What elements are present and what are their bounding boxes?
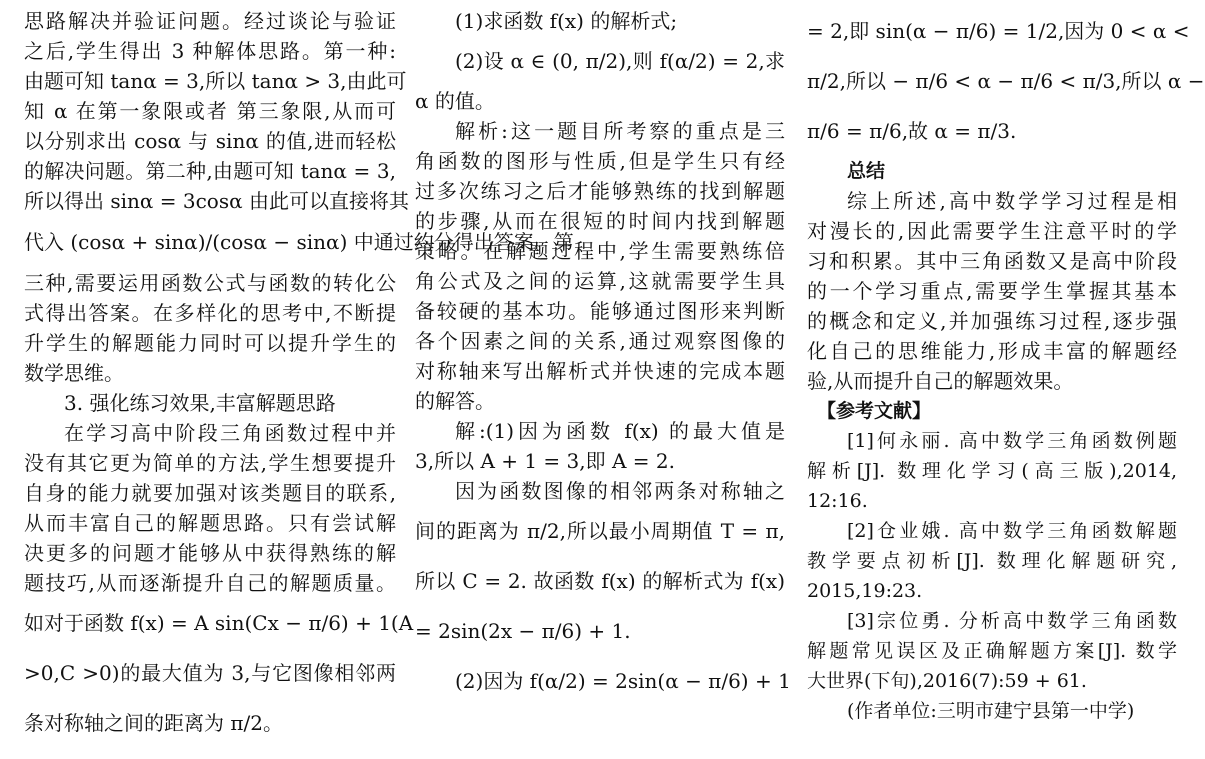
reference-line: 解题常见误区及正确解题方案[J]. 数学: [807, 640, 1177, 662]
column-2: [415, 6, 791, 706]
text-line: 数学思维。: [24, 361, 124, 385]
reference-line: 2015,19:23.: [807, 580, 923, 602]
text-line: 对漫长的,因此需要学生注意平时的学: [807, 219, 1177, 243]
text-line: 以分别求出 cosα 与 sinα 的值,进而轻松: [24, 129, 396, 153]
reference-line: [3]宗位勇. 分析高中数学三角函数: [847, 610, 1177, 632]
text-line: 解析:这一题目所考察的重点是三: [455, 119, 785, 143]
text-line: 的一个学习重点,需要学生掌握其基本: [807, 279, 1177, 303]
text-line: 题技巧,从而逐渐提升自己的解题质量。: [24, 571, 396, 595]
question-part-2: (2)设 α ∈ (0, π/2),则 f(α/2) = 2,求: [455, 49, 785, 73]
text-line: 之后,学生得出 3 种解体思路。第一种:: [24, 39, 396, 63]
text-line: 化自己的思维能力,形成丰富的解题经: [807, 339, 1177, 363]
reference-line: [2]仓业娥. 高中数学三角函数解题: [847, 520, 1177, 542]
text-line: 策略。在解题过程中,学生需要熟练倍: [415, 239, 785, 263]
question-part-1: (1)求函数 f(x) 的解析式;: [455, 9, 678, 33]
text-line: π/2,所以 − π/6 < α − π/6 < π/3,所以 α −: [807, 69, 1205, 93]
text-line: 如对于函数 f(x) = A sin(Cx − π/6) + 1(A: [24, 611, 414, 635]
text-line: 代入 (cosα + sinα)/(cosα − sinα) 中通过约分得出答案。第: [24, 230, 574, 254]
reference-line: 解析[J]. 数理化学习(高三版),2014,: [807, 460, 1177, 482]
text-line: 解:(1)因为函数 f(x) 的最大值是: [455, 419, 785, 443]
reference-line: 教学要点初析[J]. 数理化解题研究,: [807, 550, 1177, 572]
column-3: [807, 6, 1205, 726]
text-line: 习和积累。其中三角函数又是高中阶段: [807, 249, 1177, 273]
text-line: 所以得出 sinα = 3cosα 由此可以直接将其: [24, 189, 409, 213]
text-line: 的步骤,从而在很短的时间内找到解题: [415, 209, 785, 233]
text-line: 因为函数图像的相邻两条对称轴之: [455, 479, 785, 503]
text-line: 由题可知 tanα = 3,所以 tanα > 3,由此可: [24, 69, 407, 93]
section-heading-summary: 总结: [847, 160, 886, 182]
text-line: 过多次练习之后才能够熟练的找到解题: [415, 179, 785, 203]
text-line: 没有其它更为简单的方法,学生想要提升: [24, 451, 396, 475]
reference-line: 12:16.: [807, 490, 868, 512]
text-line: >0,C >0)的最大值为 3,与它图像相邻两: [24, 661, 396, 685]
text-line: π/6 = π/6,故 α = π/3.: [807, 119, 1017, 143]
text-line: 备较硬的基本功。能够通过图形来判断: [415, 299, 785, 323]
text-line: 角公式及之间的运算,这就需要学生具: [415, 269, 785, 293]
text-line: 综上所述,高中数学学习过程是相: [847, 189, 1177, 213]
reference-line: [1]何永丽. 高中数学三角函数例题: [847, 430, 1177, 452]
text-line: α 的值。: [415, 89, 495, 113]
text-line: 的解答。: [415, 389, 495, 413]
references-heading: 【参考文献】: [817, 400, 932, 422]
section-heading: 3. 强化练习效果,丰富解题思路: [64, 391, 336, 415]
text-line: 三种,需要运用函数公式与函数的转化公: [24, 271, 396, 295]
text-line: 角函数的图形与性质,但是学生只有经: [415, 149, 785, 173]
text-line: 知 α 在第一象限或者 第三象限,从而可: [24, 99, 396, 123]
text-line: 自身的能力就要加强对该类题目的联系,: [24, 481, 396, 505]
text-line: 3,所以 A + 1 = 3,即 A = 2.: [415, 449, 675, 473]
author-affiliation: (作者单位:三明市建宁县第一中学): [847, 700, 1135, 722]
text-line: 各个因素之间的关系,通过观察图像的: [415, 329, 785, 353]
text-line: 式得出答案。在多样化的思考中,不断提: [24, 301, 396, 325]
text-line: 验,从而提升自己的解题效果。: [807, 369, 1074, 393]
text-line: 条对称轴之间的距离为 π/2。: [24, 711, 283, 735]
text-line: 对称轴来写出解析式并快速的完成本题: [415, 359, 785, 383]
text-line: 间的距离为 π/2,所以最小周期值 T = π,: [415, 519, 785, 543]
text-line: = 2sin(2x − π/6) + 1.: [415, 619, 631, 643]
text-line: 从而丰富自己的解题思路。只有尝试解: [24, 511, 396, 535]
text-line: = 2,即 sin(α − π/6) = 1/2,因为 0 < α <: [807, 19, 1190, 43]
text-line: 的解决问题。第二种,由题可知 tanα = 3,: [24, 159, 396, 183]
text-line: 的概念和定义,并加强练习过程,逐步强: [807, 309, 1177, 333]
text-line: (2)因为 f(α/2) = 2sin(α − π/6) + 1: [455, 669, 791, 693]
text-line: 所以 C = 2. 故函数 f(x) 的解析式为 f(x): [415, 569, 785, 593]
text-line: 思路解决并验证问题。经过谈论与验证: [24, 9, 396, 33]
reference-line: 大世界(下旬),2016(7):59 + 61.: [807, 670, 1087, 692]
text-line: 决更多的问题才能够从中获得熟练的解: [24, 541, 396, 565]
text-line: 在学习高中阶段三角函数过程中并: [64, 421, 396, 445]
text-line: 升学生的解题能力同时可以提升学生的: [24, 331, 396, 355]
